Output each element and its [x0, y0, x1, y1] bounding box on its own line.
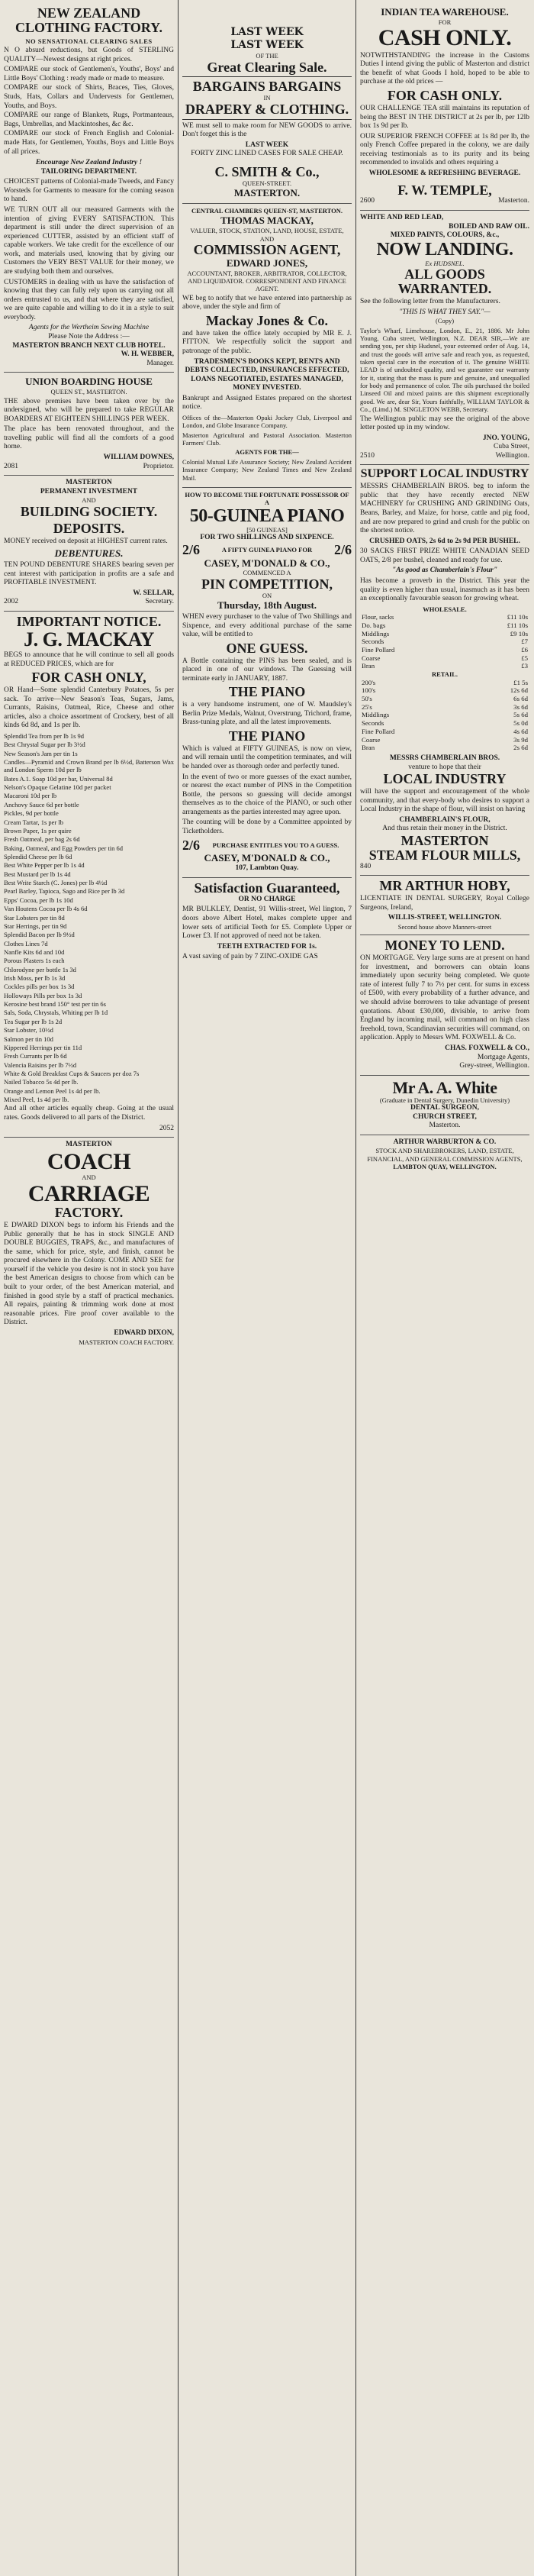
ad-code: 2002 — [4, 598, 18, 606]
guineas-line: [50 GUINEAS] — [246, 525, 288, 534]
ad-body: will have the support and encouragement of the whole community, and that every-body who desires to support a Local Industry in the shape of flour, will insist on having — [360, 788, 529, 814]
ad-body: 30 SACKS FIRST PRIZE WHITE CANADIAN SEED OATS, 2/8 per bushel, cleaned and ready for use. — [360, 547, 529, 564]
ad-title: CARRIAGE — [27, 1180, 150, 1206]
price-list-item: Pickles, 9d per bottle — [4, 809, 59, 818]
signer: CHAS. FOXWELL & CO., — [445, 1044, 529, 1052]
column-2 — [178, 0, 355, 2576]
title-line: MASTERTON — [66, 479, 112, 487]
price-list-item: Splendid Bacon per lb 9½d — [4, 931, 75, 939]
ad-intro: N O absurd reductions, but Goods of STERLING QUALITY—Newest designs at right prices. — [4, 47, 174, 63]
signer-place: MASTERTON COACH FACTORY. — [79, 1338, 174, 1346]
merchant-name: J. G. MACKAY — [24, 628, 154, 650]
manager-role: Manager. — [146, 359, 174, 367]
ad-title: ARTHUR WARBURTON & CO. — [393, 1138, 497, 1146]
table-row — [360, 630, 529, 638]
price-cell: £1 5s — [513, 678, 528, 686]
price-cell: £5 — [521, 654, 528, 662]
guess-line: ONE GUESS. — [226, 640, 308, 656]
wholesale-heading: WHOLESALE. — [423, 605, 467, 613]
entitles-line: PURCHASE ENTITLES YOU TO A GUESS. — [212, 841, 339, 849]
white-dentist-ad — [360, 1076, 529, 1135]
ad-title: COACH — [47, 1148, 131, 1174]
signer: WILLIAM DOWNES, — [103, 454, 174, 462]
ad-body: OUR SUPERIOR FRENCH COFFEE at 1s 8d per lb, the only French Coffee prepared in the colony, we are daily receiving testimonials as to its purity and its being recommended to invalids and others requiring a — [360, 132, 529, 167]
compare-item: COMPARE our range of Blankets, Rugs, Portmanteaus, Bags, Umbrellas, and Mackintoshes, &c &c. — [4, 111, 174, 128]
price-list-item: New Season's Jam per tin 1s — [4, 749, 78, 757]
price-list-item: Clothes Lines 7d — [4, 939, 48, 947]
town-line: Masterton. — [429, 1122, 461, 1130]
agents-line: Masterton Agricultural and Pastoral Association. Masterton Farmers' Club. — [182, 431, 352, 447]
house-line: Second house above Manners-street — [397, 922, 492, 931]
drapery-line: DRAPERY & CLOTHING. — [185, 101, 349, 117]
signer: F. W. TEMPLE, — [397, 182, 492, 198]
firm-name: CASEY, M'DONALD & CO., — [204, 557, 330, 569]
bargains-line: BARGAINS BARGAINS — [192, 79, 342, 95]
ad-body: WE must sell to make room for NEW GOODS to arrive. Don't forget this is the — [182, 121, 352, 139]
ad-body: A vast saving of pain by 7 ZINC-OXIDE GAS — [182, 953, 318, 961]
union-boarding-house-ad — [4, 373, 174, 476]
price-list-item: Fresh Oatmeal, per bag 2s 6d — [4, 835, 80, 844]
table-row — [360, 638, 529, 646]
title-line: PERMANENT INVESTMENT — [40, 487, 138, 496]
support-local-industry-ad — [360, 465, 529, 876]
ad-code: 840 — [360, 862, 372, 870]
table-row — [360, 719, 529, 728]
hoby-dentist-ad — [360, 876, 529, 935]
commission-agent: COMMISSION AGENT, — [193, 241, 341, 257]
money-to-lend-ad — [360, 935, 529, 1075]
price-cell: 6s 6d — [513, 694, 528, 702]
price-list-item: Anchovy Sauce 6d per bottle — [4, 800, 79, 809]
signer-row — [360, 197, 529, 206]
partner-name: EDWARD JONES, — [226, 257, 308, 269]
nz-clothing-factory-ad — [4, 3, 174, 373]
price-cell: £11 10s — [507, 613, 528, 621]
last-week-line: LAST WEEK — [230, 26, 304, 38]
partner-desc: ACCOUNTANT, BROKER, ARBITRATOR, COLLECTOR, AND LIQUIDATOR. CORRESPONDENT AND FINANCE AGENT. — [187, 269, 347, 293]
price-left: 2/6 — [182, 541, 201, 557]
satisfaction-dentist-ad — [182, 878, 352, 967]
price-list-item: Macaroni 10d per lb — [4, 792, 57, 800]
ad-subtitle: (Graduate in Dental Surgery, Dunedin University) — [379, 1096, 510, 1104]
ad-body: WE TURN OUT all our measured Garments with the intention of giving EVERY SATISFACTION. This department is still under the direct supervision of an experienced CUTTER, assisted by an efficient staff of capable workers. We take credit for the excellence of our work, and materials used, knowing that by giving our Customers the VERY BEST VALUE for their money, we are studying both them and ourselves. — [4, 205, 174, 276]
table-row — [360, 744, 529, 752]
product-line: BOILED AND RAW OIL. — [449, 222, 529, 231]
ad-title: MONEY TO LEND. — [384, 938, 505, 954]
agents-for: AGENTS FOR THE— — [235, 448, 299, 457]
chambers-line: CENTRAL CHAMBERS QUEEN-ST, MASTERTON. — [191, 206, 343, 215]
warburton-ad — [360, 1135, 529, 1175]
price-list-item: Splendid Cheese per lb 6d — [4, 853, 72, 860]
cash-only: FOR CASH ONLY, — [31, 670, 146, 686]
ad-body: MESSRS CHAMBERLAIN BROS. beg to inform the public that they have recently erected NEW MACHINERY for CRUSHING AND GRINDING Oats, Beans, Barley, and Maize, for horse, cattle and pig food, and are now prepared to grind and crush for the public on the shortest notice. — [360, 483, 529, 535]
sale-title: Great Clearing Sale. — [207, 59, 327, 75]
product-cell: Coarse — [362, 735, 381, 744]
entitles-row — [182, 838, 352, 853]
signer-street: Cuba Street, — [494, 443, 529, 451]
firm-name: C. SMITH & Co., — [214, 163, 320, 179]
manager-name: W. H. WEBBER, — [121, 350, 174, 359]
firm-address: 107, Lambton Quay. — [235, 864, 299, 873]
signer-row — [4, 598, 174, 607]
price-cell: £7 — [521, 638, 528, 646]
price-list-item: Sals, Soda, Chrystals, Whiting per lb 1d — [4, 1009, 108, 1017]
price-list-item: Tea Sugar per lb 1s 2d — [4, 1017, 63, 1025]
signer: W. SELLAR, — [133, 589, 174, 597]
ad-body: MR BULKLEY, Dentist, 91 Willis-street, Wel lington, 7 doors above Albert Hotel, makes complete upper and lower sets of artificial Teeth for £5. Complete Upper or Lower £3. If not approved of need not be taken. — [182, 905, 352, 941]
signer-town: Masterton. — [498, 197, 529, 205]
agents-list: Colonial Mutual Life Assurance Society; New Zealand Accident Insurance Company; New Zealand Times and New Zealand Mail. — [182, 457, 352, 482]
cash-only: CASH ONLY. — [378, 25, 512, 51]
product-cell: 25's — [362, 702, 372, 711]
product-cell: Middlings — [362, 629, 390, 638]
table-row — [360, 703, 529, 712]
mackay-jones-ad — [182, 204, 352, 488]
tailoring-heading: TAILORING DEPARTMENT. — [40, 167, 137, 176]
price-cell: £11 10s — [507, 621, 528, 629]
how-line: HOW TO BECOME THE FORTUNATE POSSESSOR OF A — [185, 490, 349, 507]
product-cell: 100's — [362, 686, 376, 695]
wholesome-line: WHOLESOME & REFRESHING BEVERAGE. — [368, 169, 521, 177]
last-week-repeat: LAST WEEK — [245, 140, 289, 149]
retail-heading: RETAIL. — [431, 670, 458, 679]
ad-body: STOCK AND SHAREBROKERS, LAND, ESTATE, FINANCIAL, AND GENERAL COMMISSION AGENTS, — [367, 1147, 523, 1163]
ad-body: WHEN every purchaser to the value of Two Shillings and Sixpence, and every additional purchase of the same value, will be entitled to — [182, 612, 352, 639]
ad-body: E DWARD DIXON begs to inform his Friends and the Public generally that he has in stock SINGLE AND DOUBLE BUGGIES, TRAPS, &c., and manufactures of the same, which for price, style, and finish, cannot be procured elsewhere in the Colony. COME AND SEE for yourself if the vehicle you desire is not in stock you have the best American designs to choose from which can be built to your order, of the best American material, and finished in good style by a staff of practical mechanics. All repairs, painting & trimming work done at most reasonable prices. Fire proof cover available to the District. — [4, 1221, 174, 1327]
product-cell: Seconds — [362, 638, 384, 646]
street-line: CHURCH STREET, — [413, 1112, 477, 1121]
letter-body: Taylor's Wharf, Limehouse, London, E., 21, 1886. Mr John Young, Cuba street, Wellington, N.Z. DEAR SIR,—We are sending you, per ship Hudsnel, your esteemed order of Aug. 14, and trust the goods will arrive safe and reach you, as requested, taken special care in the execution of it. The genuine WHITE LEAD is of undoubted quality, and we guarantee our warranty for it, stating that the mass is pure and genuine, and unequalled for body and permanence of color. The oils purchased the boiled Linseed Oil and mixed paints are this shipment exceptionally good. We are, dear Sir, Yours faithfully, WILLIAM TAYLOR & Co., (Limd.) M. SINGLETON WEBB, Secretary. — [360, 326, 529, 414]
mill-title: STEAM FLOUR MILLS, — [368, 847, 521, 863]
local-industry: LOCAL INDUSTRY — [383, 771, 507, 787]
compare-item: COMPARE our stock of Gentlemen's, Youths', Boys' and Little Boys' Clothing : ready made or made to measure. — [4, 66, 174, 82]
price-list-item: Best Write Starch (C. Jones) per lb 4½d — [4, 879, 108, 887]
warranted-line: ALL GOODS WARRANTED. — [397, 266, 492, 297]
address: MASTERTON BRANCH NEXT CLUB HOTEL. — [12, 341, 166, 350]
deposits-heading: DEPOSITS. — [53, 520, 125, 536]
signer-role: Mortgage Agents, — [477, 1053, 529, 1061]
price-cell: 3s 9d — [513, 735, 528, 744]
price-list-item: Nanfle Kits 6d and 10d — [4, 947, 65, 956]
ad-body: NOTWITHSTANDING the increase in the Customs Duties I intend giving the public of Masterton and district the benefit of what Goods I hold, hoped to be able to purchase at the old prices — — [360, 51, 529, 86]
price-list-item: Brown Paper, 1s per quire — [4, 826, 72, 834]
table-row — [360, 695, 529, 703]
last-week-line: LAST WEEK — [230, 39, 304, 52]
building-society-ad — [4, 476, 174, 612]
price-list-item: Irish Moss, per lb 1s 3d — [4, 974, 66, 983]
table-row — [360, 621, 529, 630]
product-line: MIXED PAINTS, COLOURS, &c., — [390, 231, 500, 240]
ad-body: BEGS to announce that he will continue to sell all goods at REDUCED PRICES, which are for — [4, 651, 174, 668]
services-line: TRADESMEN'S BOOKS KEPT, RENTS AND DEBTS COLLECTED, INSURANCES EFFECTED, LOANS NEGOTIATED, ESTATES MANAGED, MONEY INVESTED. — [185, 357, 349, 392]
ad-body: ON MORTGAGE. Very large sums are at present on hand for investment, and borrowers can obtain loans immediately upon security being completed. We quote rate of interest fully 7 to 7½ per cent. for sums in excess of £500, with every probability of a further advance, and we should advise borrowers to take advantage of present quotations. About £30,000, divisible, to arrive from England by incoming mail, will command on high class freehold, town, Scandinavian securities will command, on application. Apply to Messrs WM. FOXWELL & Co. — [360, 954, 529, 1042]
ad-body: is a very handsome instrument, one of W. Maudsley's Berlin Prize Medals, Walnut, Overstrung, Trichord, frame, Brass-tuning plate, and all the latest improvements. — [182, 701, 352, 727]
price-list-item: Kippered Herrings per tin 11d — [4, 1043, 82, 1051]
mill-title: MASTERTON — [400, 832, 489, 848]
price-list-item: White & Gold Breakfast Cups & Saucers per doz 7s — [4, 1069, 140, 1077]
product-cell: 200's — [362, 678, 376, 686]
now-landing: NOW LANDING. — [376, 239, 513, 260]
ad-title: UNION BOARDING HOUSE — [25, 376, 153, 388]
ad-body: And all other articles equally cheap. Going at the usual rates. Goods delivered to all parts of the District. — [4, 1105, 174, 1122]
title-line: AND — [82, 496, 96, 505]
debentures-heading: DEBENTURES. — [54, 547, 124, 560]
flour-brand: CHAMBERLAIN'S FLOUR, — [399, 815, 491, 824]
important-notice-ad — [4, 612, 174, 1138]
price-cell: 5s 6d — [513, 711, 528, 719]
compare-item: COMPARE our stock of Shirts, Braces, Ties, Gloves, Studs, Hats, Collars and Undervests for Gentlemen, Youths, and Boys. — [4, 84, 174, 110]
price-left: 2/6 — [182, 837, 201, 853]
offices-line: Offices of the—Masterton Opaki Jockey Club, Liverpool and London, and Globe Insurance Company. — [182, 413, 352, 430]
piano-title: 50-GUINEA PIANO — [189, 505, 345, 526]
compare-list — [4, 66, 174, 157]
ad-title: Satisfaction Guaranteed, — [194, 880, 340, 896]
compare-item: COMPARE our stock of French English and Colonial-made Hats, for Gentlemen, Youths, Boys and Little Boys of all prices. — [4, 130, 174, 156]
ad-title: Mr A. A. White — [392, 1077, 497, 1097]
price-list-item: Van Houtens Cocoa per lb 4s 6d — [4, 905, 88, 913]
signer-place: Grey-street, Wellington. — [459, 1062, 529, 1070]
ad-body: CUSTOMERS in dealing with us have the satisfaction of knowing that they can fully rely upon us carrying out all orders entrusted to us, and that where they are satisfied, we are quite capable and willing to do it in a style to suit everybody. — [4, 278, 174, 321]
on-line: ON — [262, 591, 272, 599]
product-line: WHITE AND RED LEAD, — [360, 214, 444, 222]
ad-body: The place has been renovated throughout, and the travelling public will find all the comforts of a good home. — [4, 425, 174, 451]
column-3 — [355, 0, 533, 2576]
ad-body: And thus retain their money in the District. — [382, 825, 507, 833]
price-list-item: Cockles pills per box 1s 3d — [4, 983, 75, 991]
firm-name: CASEY, M'DONALD & CO., — [204, 852, 330, 864]
price-row — [182, 543, 352, 557]
price-cell: 3s 6d — [513, 702, 528, 711]
ship-line: Ex HUDSNEL. — [425, 259, 465, 267]
price-cell: £9 10s — [510, 629, 528, 638]
copy-line: (Copy) — [435, 317, 455, 325]
ad-body: See the following letter from the Manufacturers. — [360, 298, 500, 306]
address-note: Please Note the Address :— — [48, 333, 130, 341]
price-list-item: Pearl Barley, Tapioca, Sago and Rice per lb 3d — [4, 887, 125, 896]
agents-line: Agents for the Wertheim Sewing Machine — [28, 324, 150, 332]
price-cell: 4s 6d — [513, 727, 528, 735]
table-row — [360, 654, 529, 663]
retail-table — [360, 679, 529, 752]
table-row — [360, 728, 529, 736]
price-cell: 5s 0d — [513, 719, 528, 728]
ad-body: MONEY received on deposit at HIGHEST current rates. — [4, 537, 168, 545]
messrs-line: MESSRS CHAMBERLAIN BROS. — [389, 754, 500, 762]
signer: JNO. YOUNG, — [482, 434, 529, 442]
ad-body: Has become a proverb in the District. This year the quality is even higher than usual, inasmuch as it has been an exceptionally favourable season for growing wheat. — [360, 577, 529, 603]
product-cell: Fine Pollard — [362, 645, 395, 654]
product-cell: Seconds — [362, 719, 384, 728]
firm-town: MASTERTON. — [233, 187, 301, 199]
ad-code: 2600 — [360, 197, 375, 205]
flour-quote: "As good as Chamberlain's Flour" — [391, 567, 498, 575]
price-list-item: Bates A.1. Soap 10d per bar, Universal 8d — [4, 774, 113, 783]
piano-heading: THE PIANO — [228, 728, 306, 744]
last-week-sale-ad — [182, 3, 352, 204]
ad-body: OR Hand—Some splendid Canterbury Potatoes, 5s per sack. To arrive—New Season's Teas, Sugars, Jams, Currants, Raisins, Oatmeal, Rice, Cheese and other articles, also a choice assortment of Crockery, best of all kinds 6d 8d, and 1s per lb. — [4, 686, 174, 730]
price-cell: 2s 6d — [513, 744, 528, 752]
teeth-line: TEETH EXTRACTED FOR 1s. — [217, 942, 317, 951]
price-list-item: Porous Plasters 1s each — [4, 957, 65, 965]
product-cell: Coarse — [362, 654, 381, 662]
price-list-item: Epps' Cocoa, per lb 1s 10d — [4, 896, 73, 904]
of-the: OF THE — [256, 52, 278, 60]
ad-body: The Wellington public may see the original of the above letter posted up in my window. — [360, 415, 529, 432]
ad-title: INDIAN TEA WAREHOUSE. — [381, 6, 509, 18]
ad-body: A Bottle containing the PINS has been sealed, and is placed in one of our windows. The Guessing will terminate early in JANUARY, 1887. — [182, 657, 352, 683]
quote-line: "THIS IS WHAT THEY SAY."— — [399, 308, 491, 316]
price-list-item: Cream Tartar, 1s per lb — [4, 818, 63, 826]
price-list-item: Kerosine best brand 150° test per tin 6s — [4, 1000, 106, 1009]
divider — [182, 76, 352, 77]
ad-subtitle: NO SENSATIONAL CLEARING SALES — [25, 37, 153, 45]
price-list-item: Nailed Tobacco 5s 4d per lb. — [4, 1078, 79, 1086]
price-list-item: Chlorodyne per bottle 1s 3d — [4, 965, 76, 973]
date-line: Thursday, 18th August. — [217, 599, 317, 612]
ad-body: In the event of two or more guesses of the exact number, or nearest the exact number of PINS in the Competition Bottle, the persons so guessing will decide amongst themselves as to the choice of the PIANO, or such other arrangements as the parties interested may agree upon. — [182, 773, 352, 816]
white-lead-ad — [360, 211, 529, 465]
role-line: DENTAL SURGEON, — [410, 1104, 480, 1112]
table-row — [360, 686, 529, 695]
indian-tea-warehouse-ad — [360, 3, 529, 211]
title-line: AND — [82, 1173, 96, 1182]
in-line: IN — [263, 94, 271, 102]
signer-role: Proprietor. — [143, 462, 174, 470]
price-list-item: Best Chrystal Sugar per lb 3½d — [4, 741, 85, 749]
price-list-item: Best White Pepper per lb 1s 4d — [4, 861, 85, 870]
ad-body: Which is valued at FIFTY GUINEAS, is now on view, and will remain until the competition terminates, and will be handed over as thorough order and perfectly tuned. — [182, 744, 352, 770]
price-desc: A FIFTY GUINEA PIANO FOR — [221, 545, 313, 554]
price-cell: 12s 6d — [510, 686, 528, 695]
ad-body: venture to hope that their — [408, 763, 481, 771]
signer-role: Secretary. — [145, 598, 174, 606]
pin-title: PIN COMPETITION, — [201, 576, 333, 592]
price-list-item: Orange and Lemon Peel 1s 4d per lb. — [4, 1086, 101, 1095]
product-cell: 50's — [362, 694, 372, 702]
product-cell: Fine Pollard — [362, 727, 395, 735]
cash-only-repeat: FOR CASH ONLY. — [387, 88, 503, 104]
table-row — [360, 736, 529, 744]
price-list-item: Valencia Raisins per lb 7½d — [4, 1060, 77, 1069]
ad-body: WE beg to notify that we have entered into partnership as above, under the style and firm of — [182, 294, 352, 312]
price-list — [4, 732, 174, 1103]
firm-name: Mackay Jones & Co. — [206, 312, 328, 328]
product-cell: Middlings — [362, 711, 390, 719]
ad-code: 2510 — [360, 451, 375, 460]
ad-subtitle: OR NO CHARGE — [238, 895, 296, 903]
price-list-item: Star Herrings, per tin 9d — [4, 922, 67, 930]
partner-name: THOMAS MACKAY, — [220, 215, 314, 227]
ad-title: MR ARTHUR HOBY, — [379, 878, 510, 894]
title-line: MASTERTON — [66, 1141, 112, 1149]
ad-body: Bankrupt and Assigned Estates prepared on the shortest notice. — [182, 394, 352, 412]
for-line: FOR — [438, 18, 452, 26]
coach-factory-ad — [4, 1138, 174, 1350]
product-cell: Flour, sacks — [362, 613, 394, 621]
price-list-item: Baking, Oatmeal, and Egg Powders per tin 6d — [4, 844, 124, 852]
wholesale-table — [360, 613, 529, 670]
column-1 — [0, 0, 178, 2576]
ad-subtitle: QUEEN ST., MASTERTON. — [50, 388, 127, 396]
table-row — [360, 711, 529, 719]
ad-body: OUR CHALLENGE TEA still maintains its reputation of being the BEST IN THE DISTRICT at 2s per lb, per 12lb box 1s 9d per lb. — [360, 104, 529, 131]
table-row — [360, 646, 529, 654]
ad-body: and have taken the office lately occupied by MR E. J. FITTON. We respectfully solicit the support and patronage of the public. — [182, 329, 352, 355]
table-row — [360, 679, 529, 687]
ad-title: SUPPORT LOCAL INDUSTRY — [360, 467, 529, 481]
and-line: AND — [259, 234, 275, 243]
divider — [182, 119, 352, 120]
ad-title: IMPORTANT NOTICE. — [16, 613, 162, 629]
price-list-item: Candles—Pyramid and Crown Brand per lb 6½d, Batterson Wax and London Sperm 10d per lb — [4, 758, 174, 774]
price-cell: £3 — [521, 662, 528, 670]
price-list-item: Nelson's Opaque Gelatine 10d per packet — [4, 783, 111, 792]
ad-body: TEN POUND DEBENTURE SHARES bearing seven per cent interest with participation in profits are a safe and PROFITABLE INVESTMENT. — [4, 560, 174, 587]
price-list-item: Star Lobsters per tin 8d — [4, 913, 65, 922]
price-list-item: Holloways Pills per box 1s 3d — [4, 991, 82, 999]
product-cell: Bran — [362, 744, 375, 752]
street-line: WILLIS-STREET, WELLINGTON. — [388, 914, 502, 922]
ad-code: 2081 — [4, 462, 18, 470]
price-list-item: Splendid Tea from per lb 1s 9d — [4, 731, 85, 740]
signer: EDWARD DIXON, — [114, 1328, 174, 1337]
price-list-item: Best Mustard per lb 1s 4d — [4, 870, 71, 878]
price-list-item: Mixed Peel, 1s 4d per lb. — [4, 1096, 69, 1104]
table-row — [360, 662, 529, 670]
product-cell: Do. bags — [362, 621, 386, 629]
ad-body: The counting will be done by a Committee appointed by Ticketholders. — [182, 818, 352, 835]
ad-body: CHOICEST patterns of Colonial-made Tweeds, and Fancy Worsteds for Garments to measure for the coming season to hand. — [4, 178, 174, 204]
partner-desc: VALUER, STOCK, STATION, LAND, HOUSE, ESTATE, — [190, 227, 344, 235]
price-cell: £6 — [521, 645, 528, 654]
piano-competition-ad — [182, 488, 352, 878]
title-line: FACTORY. — [54, 1205, 124, 1221]
ad-body: FORTY ZINC LINED CASES FOR SALE CHEAP. — [191, 150, 343, 158]
ad-body: LICENTIATE IN DENTAL SURGERY, Royal College Surgeons, Ireland, — [360, 895, 529, 912]
ad-body: THE above premises have been taken over by the undersigned, who will be prepared to take REGULAR BOARDERS AT EIGHTEEN SHILLINGS PER WEEK. — [4, 397, 174, 423]
encourage-line: Encourage New Zealand Industry ! — [35, 159, 143, 167]
signer-row — [4, 463, 174, 472]
signer-town: Wellington. — [495, 451, 529, 460]
signer-row — [360, 452, 529, 461]
price-list-item: Fresh Currants per lb 6d — [4, 1052, 67, 1060]
piano-heading: THE PIANO — [228, 684, 306, 700]
commenced-line: COMMENCED A — [243, 569, 291, 577]
firm-street: QUEEN-STREET. — [242, 179, 292, 187]
ad-title: NEW ZEALAND CLOTHING FACTORY. — [14, 5, 163, 35]
ad-code: 2052 — [159, 1124, 174, 1132]
for-line: FOR TWO SHILLINGS AND SIXPENCE. — [200, 534, 334, 542]
crushed-oats: CRUSHED OATS, 2s 6d to 2s 9d PER BUSHEL. — [369, 537, 520, 545]
price-list-item: Salmon per tin 10d — [4, 1035, 53, 1043]
price-list-item: Star Lobster, 10½d — [4, 1026, 53, 1035]
product-cell: Bran — [362, 662, 375, 670]
address-line: LAMBTON QUAY, WELLINGTON. — [393, 1163, 497, 1171]
table-row — [360, 613, 529, 621]
ad-title: BUILDING SOCIETY. — [20, 503, 158, 519]
price-right: 2/6 — [333, 541, 352, 557]
